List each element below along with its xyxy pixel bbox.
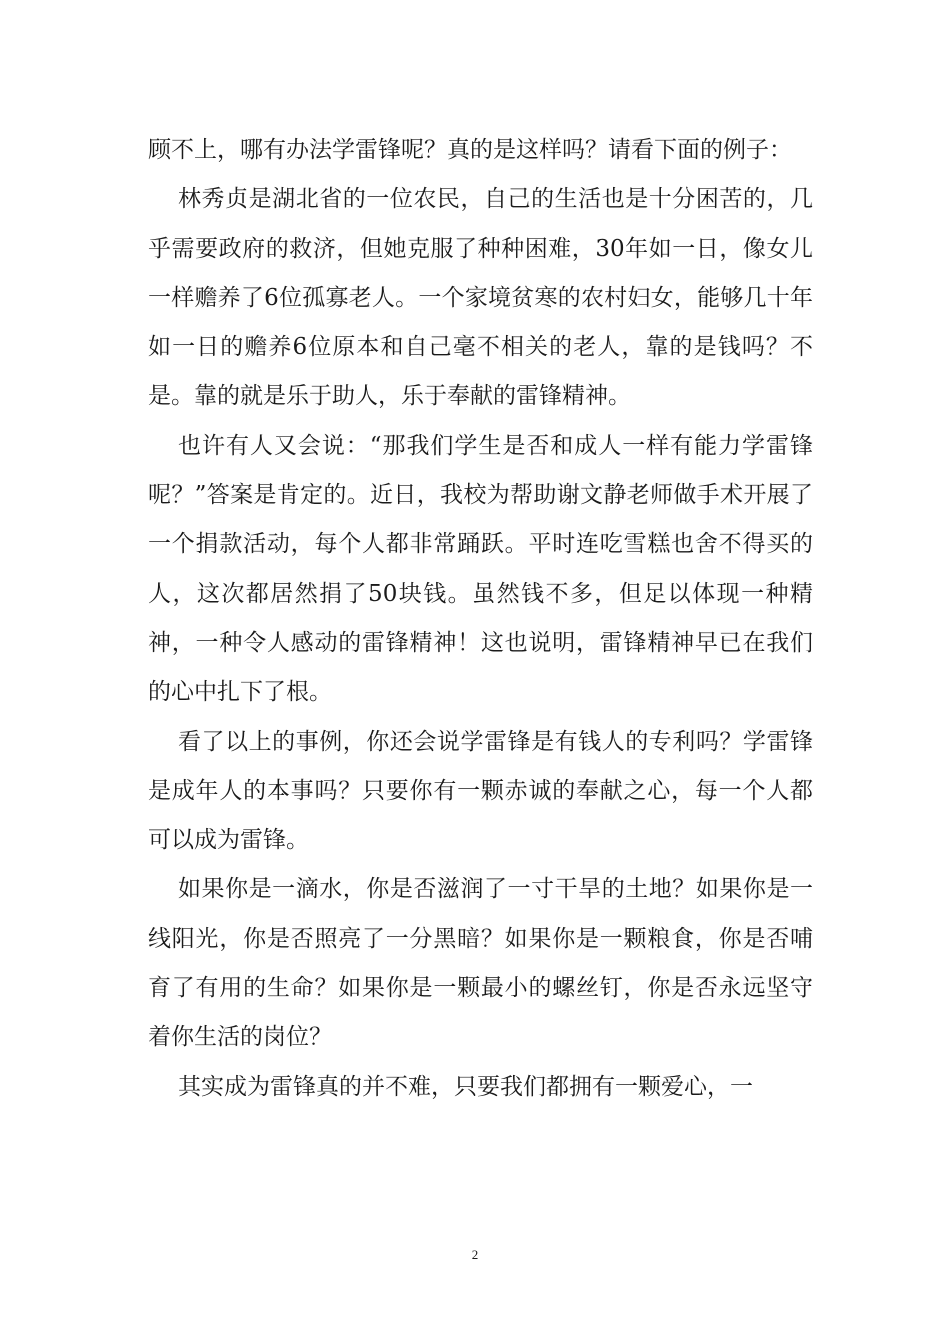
body-text [148,126,813,1112]
paragraph-becoming-leifeng: 其实成为雷锋真的并不难，只要我们都拥有一颗爱心，一 [178,1073,753,1100]
paragraph-continuation: 顾不上，哪有办法学雷锋呢？真的是这样吗？请看下面的例子： [148,137,792,163]
paragraph-examples-conclusion: 看了以上的事例，你还会说学雷锋是有钱人的专利吗？学雷锋是成年人的本事吗？只要你有一颗赤诚的奉献之心，每一个人都可以成为雷锋。 [148,728,813,854]
paragraph-lin-xiuzhen: 林秀贞是湖北省的一位农民，自己的生活也是十分困苦的，几乎需要政府的救济，但她克服了种种困难，30年如一日，像女儿一样赡养了6位孤寡老人。一个家境贫寒的农村妇女，能够几十年如一日的赡养6位原本和自己毫不相关的老人，靠的是钱吗？不是。靠的就是乐于助人，乐于奉献的雷锋精神。 [148,186,813,410]
paragraph-if-you-are: 如果你是一滴水，你是否滋润了一寸干旱的土地？如果你是一线阳光，你是否照亮了一分黑暗？如果你是一颗粮食，你是否哺育了有用的生命？如果你是一颗最小的螺丝钉，你是否永远坚守着你生活的岗位？ [148,876,813,1051]
paragraph-students-donation: 也许有人又会说：“那我们学生是否和成人一样有能力学雷锋呢？”答案是肯定的。近日，我校为帮助谢文静老师做手术开展了一个捐款活动，每个人都非常踊跃。平时连吃雪糕也舍不得买的人，这次都居然捐了50块钱。虽然钱不多，但足以体现一种精神，一种令人感动的雷锋精神！这也说明，雷锋精神早已在我们的心中扎下了根。 [148,432,813,706]
page-number: 2 [471,1247,479,1262]
